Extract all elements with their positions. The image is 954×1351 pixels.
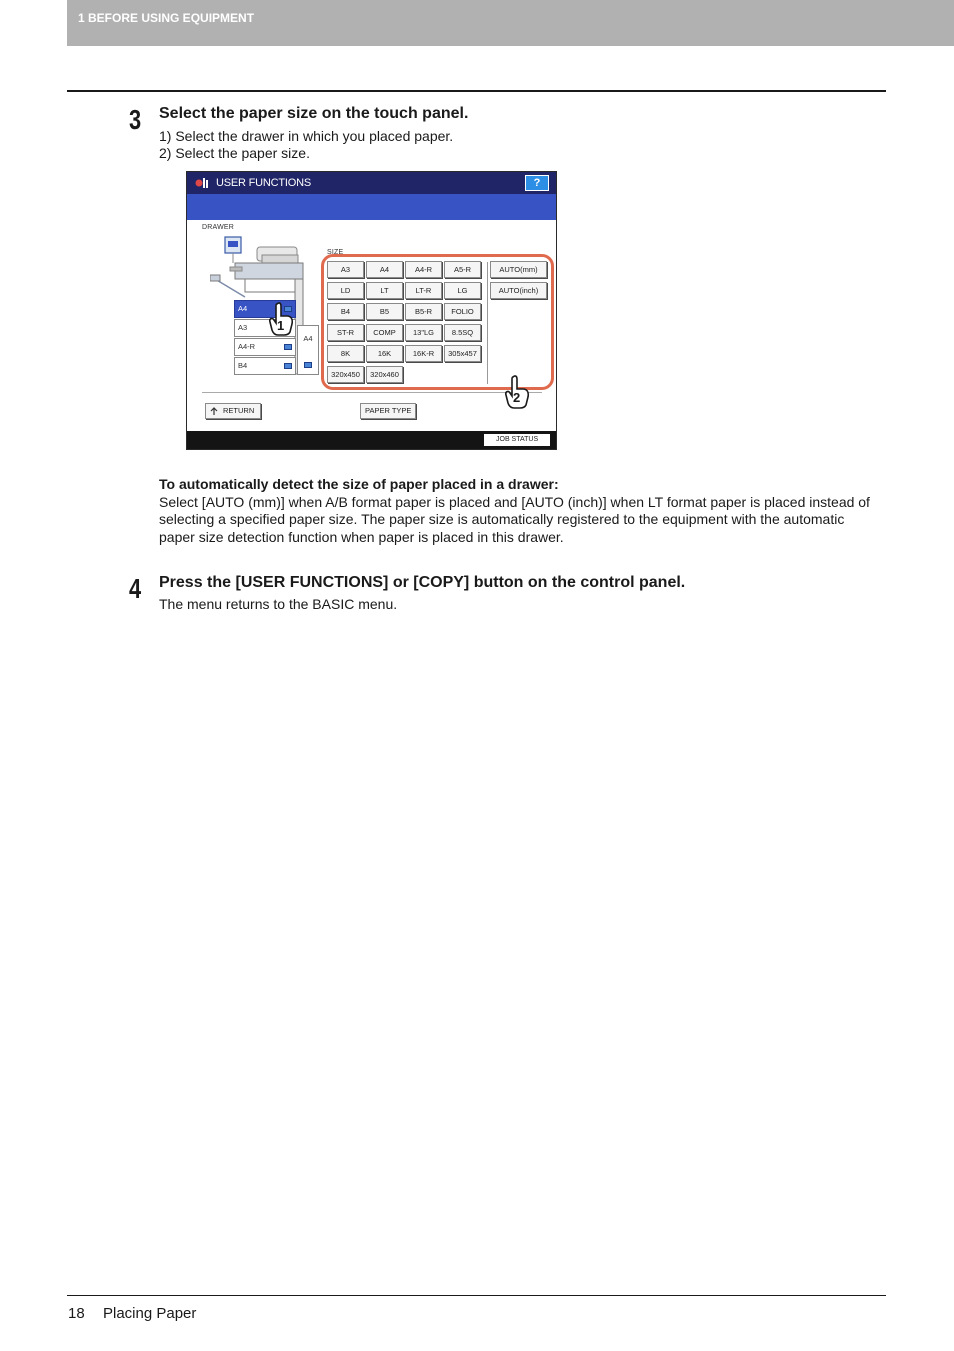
size-button-a3[interactable]: A3: [327, 261, 364, 278]
bypass-label: A4: [303, 334, 313, 343]
paper-indicator-icon: [304, 362, 312, 368]
callout-2: 2: [513, 390, 521, 405]
help-button[interactable]: ?: [525, 175, 549, 191]
panel-divider: [202, 392, 542, 393]
drawer-4-label: B4: [238, 361, 248, 370]
paper-type-label: PAPER TYPE: [365, 406, 412, 415]
auto-detect-line-1: Select [AUTO (mm)] when A/B format paper is placed and [AUTO (inch)] when LT format paper is placed instead of: [159, 494, 870, 510]
size-button-320x450[interactable]: 320x450: [327, 366, 364, 383]
drawer-label: DRAWER: [202, 224, 235, 231]
size-button-ld[interactable]: LD: [327, 282, 364, 299]
step-4-text: The menu returns to the BASIC menu.: [159, 596, 398, 612]
drawer-2-label: A3: [238, 323, 248, 332]
size-button-lt[interactable]: LT: [366, 282, 403, 299]
step-3-number: 3: [129, 104, 142, 135]
size-button-13lg[interactable]: 13"LG: [405, 324, 442, 341]
size-button-320x460[interactable]: 320x460: [366, 366, 403, 383]
drawer-3[interactable]: [234, 338, 296, 356]
size-button-16k-r[interactable]: 16K-R: [405, 345, 442, 362]
step-3-item-2: 2) Select the paper size.: [159, 145, 310, 161]
drawer-3-label: A4-R: [238, 342, 256, 351]
size-label: SIZE: [327, 249, 344, 254]
panel-footer: [187, 431, 556, 449]
size-button-a4-r[interactable]: A4-R: [405, 261, 442, 278]
panel-title-bar: [187, 172, 556, 194]
step-4-number: 4: [129, 573, 142, 604]
paper-indicator-icon: [284, 344, 292, 350]
panel-message-bar: [187, 194, 556, 220]
drawer-1-label: A4: [238, 304, 248, 313]
paper-type-button[interactable]: [360, 403, 416, 419]
size-button-st-r[interactable]: ST-R: [327, 324, 364, 341]
auto-detect-heading: To automatically detect the size of paper placed in a drawer:: [159, 476, 559, 492]
drawer-4[interactable]: [234, 357, 296, 375]
size-button-305x457[interactable]: 305x457: [444, 345, 481, 362]
paper-indicator-icon: [284, 363, 292, 369]
step-3-item-1: 1) Select the drawer in which you placed paper.: [159, 128, 454, 144]
top-rule: [67, 90, 886, 92]
touch-panel-screenshot: [186, 171, 557, 450]
size-button-comp[interactable]: COMP: [366, 324, 403, 341]
size-button-b4[interactable]: B4: [327, 303, 364, 320]
step-3-title: Select the paper size on the touch panel.: [159, 105, 469, 122]
size-selection-highlight: [321, 254, 554, 390]
size-button-folio[interactable]: FOLIO: [444, 303, 481, 320]
auto-detect-line-2: selecting a specified paper size. The paper size is automatically registered to the equipment with the automatic: [159, 511, 845, 527]
chapter-title: 1 BEFORE USING EQUIPMENT: [78, 11, 255, 25]
auto-mm-button[interactable]: AUTO(mm): [490, 261, 547, 278]
size-button-a5-r[interactable]: A5-R: [444, 261, 481, 278]
size-button-a4[interactable]: A4: [366, 261, 403, 278]
callout-1: 1: [277, 318, 285, 333]
size-button-b5[interactable]: B5: [366, 303, 403, 320]
step-4-title: Press the [USER FUNCTIONS] or [COPY] button on the control panel.: [159, 574, 686, 591]
size-button-8-5sq[interactable]: 8.5SQ: [444, 324, 481, 341]
section-name: Placing Paper: [103, 1305, 197, 1322]
size-button-lt-r[interactable]: LT-R: [405, 282, 442, 299]
bypass-tray[interactable]: [297, 325, 319, 375]
auto-inch-button[interactable]: AUTO(inch): [490, 282, 547, 299]
size-button-16k[interactable]: 16K: [366, 345, 403, 362]
return-label: RETURN: [223, 406, 255, 415]
size-button-b5-r[interactable]: B5-R: [405, 303, 442, 320]
page-number: 18: [68, 1305, 85, 1322]
job-status-button[interactable]: [484, 434, 550, 446]
auto-detect-line-3: paper size detection function when paper is placed in this drawer.: [159, 529, 564, 545]
user-functions-icon: [195, 177, 209, 189]
size-button-8k[interactable]: 8K: [327, 345, 364, 362]
size-button-lg[interactable]: LG: [444, 282, 481, 299]
bottom-rule: [67, 1295, 886, 1296]
return-arrow-icon: [210, 407, 218, 415]
panel-title: USER FUNCTIONS: [216, 177, 311, 189]
return-button[interactable]: [205, 403, 261, 419]
job-status-label: JOB STATUS: [496, 436, 539, 443]
chapter-header: [67, 0, 954, 46]
